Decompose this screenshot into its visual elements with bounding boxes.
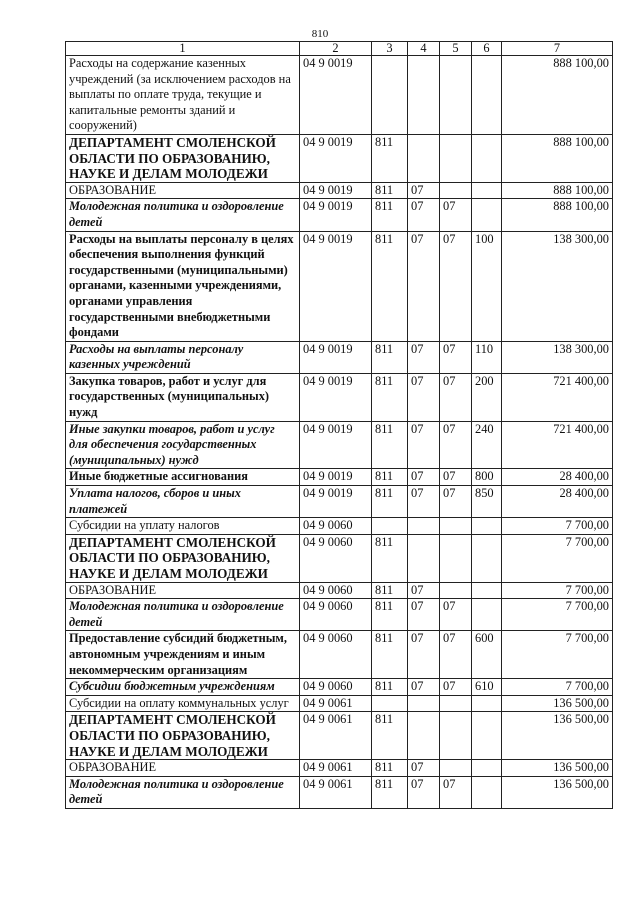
row-subsection-code: 07 (440, 373, 472, 421)
row-expense-type-code: 110 (472, 341, 502, 373)
row-target-code: 04 9 0060 (300, 631, 372, 679)
row-department-code: 811 (372, 341, 408, 373)
row-section-code (408, 695, 440, 712)
row-department-code: 811 (372, 421, 408, 469)
row-expense-type-code (472, 599, 502, 631)
row-subsection-code: 07 (440, 631, 472, 679)
row-section-code (408, 518, 440, 535)
row-subsection-code: 07 (440, 679, 472, 696)
row-expense-type-code: 610 (472, 679, 502, 696)
row-amount: 721 400,00 (502, 373, 613, 421)
row-subsection-code (440, 534, 472, 582)
row-section-code: 07 (408, 631, 440, 679)
row-section-code: 07 (408, 373, 440, 421)
row-expense-type-code: 240 (472, 421, 502, 469)
row-expense-type-code (472, 199, 502, 231)
row-subsection-code (440, 182, 472, 199)
row-subsection-code (440, 760, 472, 777)
row-amount: 7 700,00 (502, 679, 613, 696)
row-target-code: 04 9 0019 (300, 134, 372, 182)
table-row (66, 56, 613, 135)
table-row (66, 599, 613, 631)
row-subsection-code: 07 (440, 469, 472, 486)
table-row (66, 776, 613, 808)
row-name: Субсидии бюджетным учреждениям (66, 679, 300, 696)
row-department-code: 811 (372, 231, 408, 341)
row-amount: 721 400,00 (502, 421, 613, 469)
row-subsection-code (440, 712, 472, 760)
budget-table (65, 41, 613, 809)
row-department-code (372, 56, 408, 135)
table-row (66, 534, 613, 582)
row-target-code: 04 9 0061 (300, 712, 372, 760)
row-subsection-code (440, 518, 472, 535)
column-number: 6 (472, 42, 502, 56)
row-section-code: 07 (408, 582, 440, 599)
row-expense-type-code (472, 582, 502, 599)
row-amount: 888 100,00 (502, 56, 613, 135)
row-name: ОБРАЗОВАНИЕ (66, 582, 300, 599)
row-expense-type-code (472, 56, 502, 135)
row-amount: 138 300,00 (502, 341, 613, 373)
row-subsection-code: 07 (440, 231, 472, 341)
row-expense-type-code (472, 776, 502, 808)
row-name: Иные закупки товаров, работ и услуг для обеспечения государственных (муниципальных) нужд (66, 421, 300, 469)
row-subsection-code (440, 695, 472, 712)
row-department-code: 811 (372, 199, 408, 231)
row-section-code: 07 (408, 776, 440, 808)
row-department-code: 811 (372, 679, 408, 696)
row-department-code: 811 (372, 486, 408, 518)
row-subsection-code (440, 134, 472, 182)
row-target-code: 04 9 0019 (300, 182, 372, 199)
row-amount: 138 300,00 (502, 231, 613, 341)
row-department-code: 811 (372, 182, 408, 199)
row-section-code: 07 (408, 486, 440, 518)
table-row (66, 341, 613, 373)
table-row (66, 712, 613, 760)
column-number: 5 (440, 42, 472, 56)
row-amount: 7 700,00 (502, 534, 613, 582)
row-expense-type-code (472, 712, 502, 760)
row-subsection-code: 07 (440, 599, 472, 631)
row-expense-type-code: 200 (472, 373, 502, 421)
row-target-code: 04 9 0060 (300, 599, 372, 631)
row-amount: 7 700,00 (502, 582, 613, 599)
row-amount: 28 400,00 (502, 486, 613, 518)
row-name: Уплата налогов, сборов и иных платежей (66, 486, 300, 518)
row-target-code: 04 9 0019 (300, 56, 372, 135)
table-row (66, 518, 613, 535)
table-row (66, 231, 613, 341)
row-subsection-code (440, 56, 472, 135)
row-section-code: 07 (408, 760, 440, 777)
row-name: Молодежная политика и оздоровление детей (66, 776, 300, 808)
row-department-code: 811 (372, 712, 408, 760)
row-section-code (408, 134, 440, 182)
row-name: ДЕПАРТАМЕНТ СМОЛЕНСКОЙ ОБЛАСТИ ПО ОБРАЗОВАНИЮ, НАУКЕ И ДЕЛАМ МОЛОДЕЖИ (66, 534, 300, 582)
row-department-code: 811 (372, 534, 408, 582)
row-expense-type-code (472, 534, 502, 582)
row-target-code: 04 9 0060 (300, 582, 372, 599)
table-row (66, 486, 613, 518)
row-target-code: 04 9 0019 (300, 469, 372, 486)
row-expense-type-code: 600 (472, 631, 502, 679)
table-row (66, 373, 613, 421)
row-subsection-code: 07 (440, 776, 472, 808)
table-row (66, 199, 613, 231)
row-department-code: 811 (372, 134, 408, 182)
row-target-code: 04 9 0019 (300, 231, 372, 341)
row-subsection-code: 07 (440, 199, 472, 231)
row-expense-type-code (472, 518, 502, 535)
row-expense-type-code (472, 134, 502, 182)
row-section-code: 07 (408, 679, 440, 696)
row-subsection-code: 07 (440, 341, 472, 373)
row-department-code: 811 (372, 760, 408, 777)
row-target-code: 04 9 0061 (300, 760, 372, 777)
row-target-code: 04 9 0060 (300, 534, 372, 582)
table-row (66, 582, 613, 599)
row-amount: 888 100,00 (502, 182, 613, 199)
row-expense-type-code (472, 182, 502, 199)
row-amount: 136 500,00 (502, 776, 613, 808)
row-name: ДЕПАРТАМЕНТ СМОЛЕНСКОЙ ОБЛАСТИ ПО ОБРАЗОВАНИЮ, НАУКЕ И ДЕЛАМ МОЛОДЕЖИ (66, 134, 300, 182)
row-name: Расходы на содержание казенных учреждений (за исключением расходов на выплаты по оплате труда, текущие и капитальные ремонты зданий и сооружений) (66, 56, 300, 135)
row-target-code: 04 9 0060 (300, 679, 372, 696)
row-subsection-code: 07 (440, 421, 472, 469)
row-name: Молодежная политика и оздоровление детей (66, 599, 300, 631)
row-name: Закупка товаров, работ и услуг для государственных (муниципальных) нужд (66, 373, 300, 421)
row-name: ДЕПАРТАМЕНТ СМОЛЕНСКОЙ ОБЛАСТИ ПО ОБРАЗОВАНИЮ, НАУКЕ И ДЕЛАМ МОЛОДЕЖИ (66, 712, 300, 760)
row-amount: 136 500,00 (502, 695, 613, 712)
table-row (66, 182, 613, 199)
row-target-code: 04 9 0019 (300, 373, 372, 421)
row-expense-type-code: 800 (472, 469, 502, 486)
row-section-code: 07 (408, 231, 440, 341)
column-number: 3 (372, 42, 408, 56)
row-subsection-code (440, 582, 472, 599)
row-amount: 7 700,00 (502, 631, 613, 679)
row-name: Субсидии на оплату коммунальных услуг (66, 695, 300, 712)
row-target-code: 04 9 0019 (300, 486, 372, 518)
column-number: 4 (408, 42, 440, 56)
row-amount: 28 400,00 (502, 469, 613, 486)
column-number: 1 (66, 42, 300, 56)
row-section-code (408, 56, 440, 135)
row-target-code: 04 9 0061 (300, 695, 372, 712)
row-target-code: 04 9 0061 (300, 776, 372, 808)
row-target-code: 04 9 0060 (300, 518, 372, 535)
column-number-row (66, 42, 613, 56)
row-expense-type-code: 100 (472, 231, 502, 341)
row-department-code (372, 695, 408, 712)
row-target-code: 04 9 0019 (300, 421, 372, 469)
row-department-code: 811 (372, 469, 408, 486)
column-number: 2 (300, 42, 372, 56)
row-amount: 136 500,00 (502, 712, 613, 760)
table-row (66, 760, 613, 777)
row-name: Предоставление субсидий бюджетным, автономным учреждениям и иным некоммерческим организациям (66, 631, 300, 679)
table-row (66, 469, 613, 486)
row-department-code (372, 518, 408, 535)
row-name: ОБРАЗОВАНИЕ (66, 760, 300, 777)
table-row (66, 679, 613, 696)
row-section-code: 07 (408, 182, 440, 199)
row-expense-type-code: 850 (472, 486, 502, 518)
row-amount: 7 700,00 (502, 518, 613, 535)
row-section-code (408, 534, 440, 582)
table-row (66, 134, 613, 182)
table-row (66, 695, 613, 712)
row-amount: 136 500,00 (502, 760, 613, 777)
row-expense-type-code (472, 695, 502, 712)
row-section-code: 07 (408, 421, 440, 469)
table-row (66, 631, 613, 679)
row-name: Иные бюджетные ассигнования (66, 469, 300, 486)
table-row (66, 421, 613, 469)
row-department-code: 811 (372, 582, 408, 599)
row-department-code: 811 (372, 776, 408, 808)
row-name: Расходы на выплаты персоналу казенных учреждений (66, 341, 300, 373)
row-expense-type-code (472, 760, 502, 777)
row-section-code: 07 (408, 199, 440, 231)
row-subsection-code: 07 (440, 486, 472, 518)
row-target-code: 04 9 0019 (300, 341, 372, 373)
row-amount: 888 100,00 (502, 134, 613, 182)
row-section-code: 07 (408, 341, 440, 373)
column-number: 7 (502, 42, 613, 56)
row-amount: 888 100,00 (502, 199, 613, 231)
row-name: Молодежная политика и оздоровление детей (66, 199, 300, 231)
row-name: Субсидии на уплату налогов (66, 518, 300, 535)
row-department-code: 811 (372, 373, 408, 421)
row-section-code: 07 (408, 469, 440, 486)
row-section-code (408, 712, 440, 760)
row-amount: 7 700,00 (502, 599, 613, 631)
row-name: ОБРАЗОВАНИЕ (66, 182, 300, 199)
row-department-code: 811 (372, 599, 408, 631)
row-section-code: 07 (408, 599, 440, 631)
page-number: 810 (311, 28, 329, 40)
row-department-code: 811 (372, 631, 408, 679)
row-target-code: 04 9 0019 (300, 199, 372, 231)
row-name: Расходы на выплаты персоналу в целях обеспечения выполнения функций государственными (муниципальными) органами, казенными учреждениями, органами управления государственными внебюджетными фондами (66, 231, 300, 341)
